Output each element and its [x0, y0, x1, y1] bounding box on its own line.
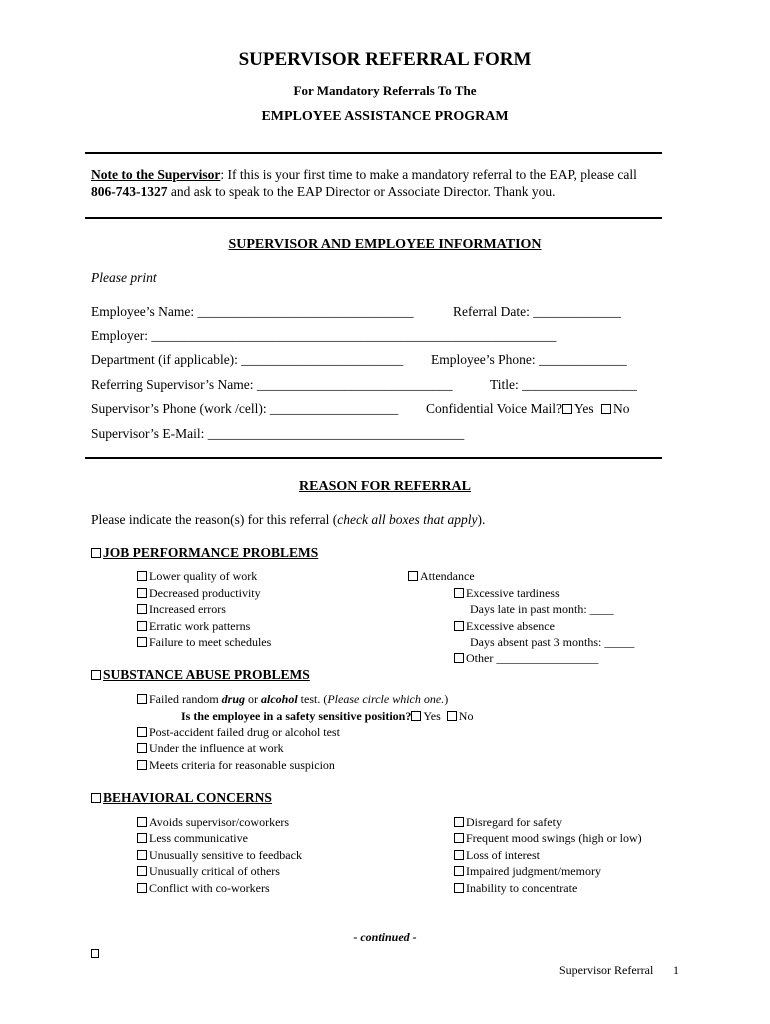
behavior-item-label: Loss of interest: [466, 848, 540, 862]
stray-glyph: [91, 947, 101, 960]
days-late-field[interactable]: Days late in past month: ____: [470, 602, 614, 616]
reason-heading: REASON FOR REFERRAL: [299, 479, 471, 494]
safety-no-label: No: [458, 709, 474, 723]
job-left-item: [137, 636, 271, 649]
behavior-item-label: Unusually sensitive to feedback: [149, 848, 302, 862]
behavior-item-label: Less communicative: [149, 831, 248, 845]
behavior-left-item: [137, 849, 302, 862]
department-field[interactable]: Department (if applicable): ________________________: [91, 352, 404, 367]
behavioral-concerns-checkbox[interactable]: [91, 793, 101, 803]
job-performance-heading: JOB PERFORMANCE PROBLEMS: [103, 545, 319, 560]
behavioral-concerns-row: [91, 791, 272, 806]
confidential-voicemail-label: Confidential Voice Mail?: [426, 401, 562, 416]
behavior-checkbox[interactable]: [137, 817, 147, 827]
behavior-left-item: [137, 816, 289, 829]
job-left-item: [137, 603, 226, 616]
behavior-right-item: [454, 882, 577, 895]
substance-checkbox[interactable]: [137, 727, 147, 737]
divider: [85, 217, 662, 219]
job-item-label: Failure to meet schedules: [149, 635, 272, 649]
referral-date-field[interactable]: Referral Date: _____________: [453, 304, 621, 319]
employee-name-field[interactable]: Employee’s Name: ________________________________: [91, 304, 414, 319]
job-item-label: Lower quality of work: [149, 569, 258, 583]
behavior-item-label: Unusually critical of others: [149, 864, 280, 878]
referring-supervisor-field[interactable]: Referring Supervisor’s Name: _____________________________: [91, 377, 453, 392]
form-subtitle: For Mandatory Referrals To The: [293, 83, 477, 98]
behavior-right-item: [454, 865, 601, 878]
job-performance-row: [91, 546, 318, 561]
tardiness-checkbox[interactable]: [454, 588, 464, 598]
job-item-label: Decreased productivity: [149, 586, 261, 600]
attendance-item: [408, 570, 475, 583]
stray-box-icon: [91, 949, 99, 958]
footer-label: Supervisor Referral: [559, 963, 654, 977]
job-left-item: [137, 587, 261, 600]
job-left-item: [137, 620, 250, 633]
absence-label: Excessive absence: [466, 619, 555, 633]
substance-item: [137, 726, 340, 739]
tardiness-label: Excessive tardiness: [466, 586, 560, 600]
safety-yes-checkbox[interactable]: [411, 711, 421, 721]
close-paren: ): [444, 692, 449, 706]
job-checkbox[interactable]: [137, 571, 147, 581]
other-item: [454, 652, 598, 665]
substance-abuse-row: [91, 668, 310, 683]
behavior-item-label: Impaired judgment/memory: [466, 864, 601, 878]
job-performance-checkbox[interactable]: [91, 548, 101, 558]
supervisor-phone-field[interactable]: Supervisor’s Phone (work /cell): ___________________: [91, 401, 399, 416]
safety-sensitive-row: [181, 710, 473, 723]
behavior-checkbox[interactable]: [137, 833, 147, 843]
instr-text: Please indicate the reason(s) for this referral (: [91, 512, 338, 527]
eap-phone: 806-743-1327: [91, 184, 168, 199]
behavior-right-item: [454, 849, 540, 862]
please-print: Please print: [91, 270, 157, 285]
job-checkbox[interactable]: [137, 621, 147, 631]
attendance-checkbox[interactable]: [408, 571, 418, 581]
divider: [85, 152, 662, 154]
substance-item-label: Under the influence at work: [149, 741, 284, 755]
instr-text-end: ).: [477, 512, 486, 527]
behavioral-concerns-heading: BEHAVIORAL CONCERNS: [103, 790, 272, 805]
behavior-right-item: [454, 816, 562, 829]
behavior-item-label: Frequent mood swings (high or low): [466, 831, 642, 845]
reason-instructions: [91, 513, 485, 528]
behavior-checkbox[interactable]: [454, 850, 464, 860]
substance-item: [137, 759, 335, 772]
safety-no-checkbox[interactable]: [447, 711, 457, 721]
alcohol-word: alcohol: [261, 692, 298, 706]
behavior-checkbox[interactable]: [454, 883, 464, 893]
note-text-2: and ask to speak to the EAP Director or Associate Director. Thank you.: [167, 184, 556, 199]
substance-checkbox[interactable]: [137, 743, 147, 753]
behavior-checkbox[interactable]: [137, 850, 147, 860]
other-checkbox[interactable]: [454, 653, 464, 663]
substance-item-label: Post-accident failed drug or alcohol test: [149, 725, 340, 739]
behavior-item-label: Avoids supervisor/coworkers: [149, 815, 290, 829]
info-heading: SUPERVISOR AND EMPLOYEE INFORMATION: [228, 237, 542, 252]
job-item-label: Increased errors: [149, 602, 226, 616]
tardiness-item: [454, 587, 560, 600]
days-absent-field[interactable]: Days absent past 3 months: _____: [470, 635, 635, 649]
voicemail-no-label: No: [613, 401, 630, 416]
page-number: 1: [673, 963, 679, 977]
behavior-checkbox[interactable]: [454, 833, 464, 843]
job-item-label: Erratic work patterns: [149, 619, 251, 633]
job-left-item: [137, 570, 257, 583]
circle-instruction: Please circle which one.: [327, 692, 445, 706]
voicemail-no-checkbox[interactable]: [601, 404, 611, 414]
failed-random-test-item: [137, 693, 448, 706]
confidential-voicemail-row: [426, 402, 630, 417]
note-line-2: [91, 185, 556, 200]
behavior-left-item: [137, 882, 270, 895]
employer-field[interactable]: Employer: ____________________________________________________________: [91, 328, 557, 343]
attendance-label: Attendance: [420, 569, 475, 583]
supervisor-email-field[interactable]: Supervisor’s E-Mail: ______________________________________: [91, 426, 465, 441]
substance-item: [137, 742, 284, 755]
failed-test-checkbox[interactable]: [137, 694, 147, 704]
job-checkbox[interactable]: [137, 588, 147, 598]
behavior-item-label: Disregard for safety: [466, 815, 562, 829]
behavior-left-item: [137, 832, 248, 845]
behavior-checkbox[interactable]: [137, 883, 147, 893]
voicemail-yes-checkbox[interactable]: [562, 404, 572, 414]
drug-word: drug: [221, 692, 245, 706]
absence-item: [454, 620, 555, 633]
note-line-1: [91, 168, 637, 183]
program-name: EMPLOYEE ASSISTANCE PROGRAM: [261, 109, 509, 124]
or-word: or: [245, 692, 261, 706]
instr-italic: check all boxes that apply: [337, 512, 478, 527]
test-text: test. (: [297, 692, 328, 706]
other-label: Other _________________: [466, 651, 599, 665]
behavior-item-label: Conflict with co-workers: [149, 881, 270, 895]
safety-question: Is the employee in a safety sensitive position?: [181, 709, 412, 723]
behavior-checkbox[interactable]: [137, 866, 147, 876]
behavior-left-item: [137, 865, 280, 878]
substance-checkbox[interactable]: [137, 760, 147, 770]
behavior-right-item: [454, 832, 642, 845]
form-title: SUPERVISOR REFERRAL FORM: [238, 49, 532, 70]
behavior-checkbox[interactable]: [454, 817, 464, 827]
substance-abuse-heading: SUBSTANCE ABUSE PROBLEMS: [103, 667, 310, 682]
title-field[interactable]: Title: _________________: [490, 377, 637, 392]
note-label: Note to the Supervisor: [91, 167, 221, 182]
absence-checkbox[interactable]: [454, 621, 464, 631]
behavior-checkbox[interactable]: [454, 866, 464, 876]
continued-note: - continued -: [353, 930, 417, 944]
safety-yes-label: Yes: [423, 709, 441, 723]
divider: [85, 457, 662, 459]
job-checkbox[interactable]: [137, 637, 147, 647]
voicemail-yes-label: Yes: [573, 401, 594, 416]
job-checkbox[interactable]: [137, 604, 147, 614]
employee-phone-field[interactable]: Employee’s Phone: _____________: [431, 352, 627, 367]
failed-text: Failed random: [149, 692, 222, 706]
note-text-1: : If this is your first time to make a mandatory referral to the EAP, please call: [220, 167, 637, 182]
substance-item-label: Meets criteria for reasonable suspicion: [149, 758, 335, 772]
behavior-item-label: Inability to concentrate: [466, 881, 578, 895]
substance-abuse-checkbox[interactable]: [91, 670, 101, 680]
